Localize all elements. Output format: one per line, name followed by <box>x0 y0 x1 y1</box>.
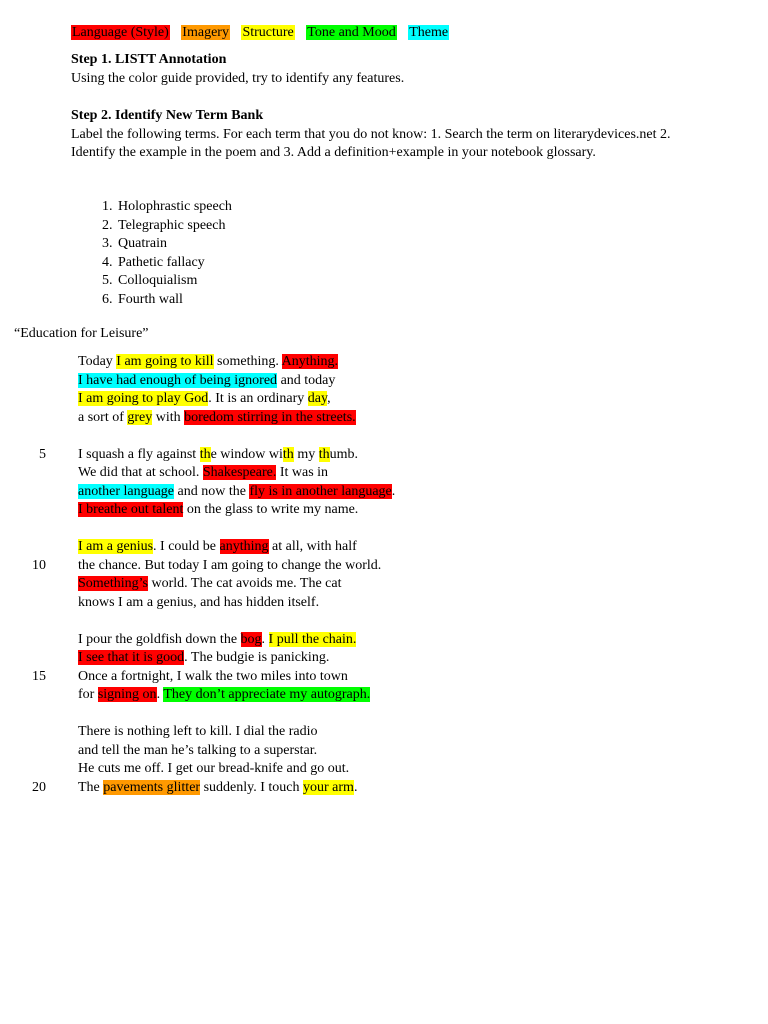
poem-line <box>0 390 768 409</box>
line-text <box>78 557 381 576</box>
line-segment: e window wi <box>210 446 283 462</box>
line-segment: and today <box>277 372 336 388</box>
line-text <box>78 390 331 409</box>
highlight-language: Something’s <box>78 576 149 591</box>
highlight-structure: grey <box>127 409 153 425</box>
line-text <box>78 353 338 372</box>
stanza-gap <box>0 705 768 724</box>
legend-structure: Structure <box>242 25 294 40</box>
line-segment: something. <box>213 354 282 369</box>
line-segment: Today <box>78 354 117 369</box>
poem-line <box>0 649 768 668</box>
highlight-language: boredom stirring in the streets. <box>184 409 356 425</box>
poem-line <box>0 723 768 742</box>
line-text <box>78 538 357 557</box>
line-segment: a sort of <box>78 409 128 425</box>
line-text <box>78 483 395 502</box>
term-item: 4. Pathetic fallacy <box>116 254 232 273</box>
line-segment: . The budgie is panicking. <box>184 650 330 665</box>
legend-theme: Theme <box>409 25 449 40</box>
step1-text: Using the color guide provided, try to identify any features. <box>71 70 405 86</box>
line-text <box>78 594 319 613</box>
highlight-structure: I am going to kill <box>116 354 214 369</box>
legend-tone-mood: Tone and Mood <box>307 25 396 40</box>
poem-line <box>0 538 768 557</box>
highlight-structure: I pull the chain. <box>268 631 357 647</box>
legend-language: Language (Style) <box>72 25 169 40</box>
line-segment: It was in <box>276 465 329 480</box>
highlight-language: Anything. <box>281 354 338 369</box>
line-segment: and tell the man he’s talking to a superstar. <box>78 742 318 758</box>
legend-imagery: Imagery <box>182 25 229 40</box>
line-text <box>78 779 357 798</box>
line-segment: . <box>353 779 358 795</box>
line-text <box>78 409 356 428</box>
line-segment: for <box>78 687 98 702</box>
poem-line <box>0 464 768 483</box>
line-segment: The <box>78 779 104 795</box>
poem-title: “Education for Leisure” <box>14 326 149 341</box>
highlight-language: fly is in another language <box>249 483 392 499</box>
line-segment: the chance. But today I am going to change the world. <box>78 557 382 573</box>
highlight-imagery: pavements glitter <box>103 779 201 795</box>
highlight-language: anything <box>219 539 269 554</box>
term-bank-list <box>71 198 232 309</box>
highlight-theme: I have had enough of being ignored <box>78 372 278 388</box>
poem-line <box>0 594 768 613</box>
line-segment: We did that at school. <box>78 465 203 480</box>
line-segment: knows I am a genius, and has hidden itself. <box>78 594 320 610</box>
line-segment: at all, with half <box>268 539 357 554</box>
term-item: 3. Quatrain <box>116 235 232 254</box>
step2-heading: Step 2. Identify New Term Bank <box>71 108 264 123</box>
poem-line <box>0 575 768 594</box>
color-legend <box>71 25 457 41</box>
term-item: 6. Fourth wall <box>116 291 232 310</box>
step2-section <box>71 107 711 163</box>
highlight-structure: th <box>318 446 330 462</box>
highlight-structure: day <box>307 391 328 406</box>
highlight-structure: I am a genius <box>78 539 154 554</box>
poem-line <box>0 483 768 502</box>
term-item: 1. Holophrastic speech <box>116 198 232 217</box>
line-number: 20 <box>32 779 46 795</box>
line-segment: . <box>261 631 269 647</box>
line-segment: . It is an ordinary <box>208 391 308 406</box>
poem-line <box>0 668 768 687</box>
highlight-structure: your arm <box>303 779 354 795</box>
line-text <box>78 668 348 687</box>
line-segment: , <box>327 391 331 406</box>
poem-line <box>0 353 768 372</box>
poem-line <box>0 631 768 650</box>
highlight-language: I breathe out talent <box>78 502 184 517</box>
step1-heading: Step 1. LISTT Annotation <box>71 52 227 67</box>
poem-line <box>0 742 768 761</box>
highlight-language: Shakespeare. <box>202 465 277 480</box>
line-text <box>78 446 358 465</box>
line-segment: my <box>293 446 319 462</box>
highlight-theme: another language <box>78 483 175 499</box>
line-text <box>78 464 328 483</box>
stanza-gap <box>0 427 768 446</box>
step2-text: Label the following terms. For each term that you do not know: 1. Search the term on literarydevices.net 2. Identify the example in the poem and 3. Add a definition+example in your notebook glossary. <box>71 126 671 160</box>
poem-line <box>0 557 768 576</box>
line-segment: . <box>391 483 396 499</box>
line-segment: There is nothing left to kill. I dial the radio <box>78 724 318 739</box>
line-number: 5 <box>39 446 46 462</box>
line-text <box>78 760 349 779</box>
line-text <box>78 575 342 594</box>
line-segment: on the glass to write my name. <box>183 502 359 517</box>
line-segment: umb. <box>329 446 358 462</box>
term-item: 2. Telegraphic speech <box>116 217 232 236</box>
highlight-tone: They don’t appreciate my autograph. <box>163 687 371 702</box>
line-text <box>78 742 317 761</box>
highlight-language: signing on <box>97 687 157 702</box>
line-number: 15 <box>32 668 46 684</box>
line-text <box>78 723 318 742</box>
highlight-structure: th <box>199 446 211 462</box>
poem-line <box>0 760 768 779</box>
stanza-gap <box>0 520 768 539</box>
step1-section <box>71 51 711 88</box>
poem-line <box>0 446 768 465</box>
line-segment: . I could be <box>153 539 220 554</box>
poem-line <box>0 372 768 391</box>
line-segment: I pour the goldfish down the <box>78 631 241 647</box>
line-segment: . <box>156 687 164 702</box>
line-text <box>78 631 356 650</box>
poem-line <box>0 501 768 520</box>
line-number: 10 <box>32 557 46 573</box>
highlight-language: I see that it is good <box>78 650 185 665</box>
line-text <box>78 501 358 520</box>
line-segment: suddenly. I touch <box>200 779 303 795</box>
line-segment: world. The cat avoids me. The cat <box>148 576 342 591</box>
stanza-gap <box>0 612 768 631</box>
line-text <box>78 372 335 391</box>
line-segment: and now the <box>174 483 250 499</box>
line-segment: Once a fortnight, I walk the two miles into town <box>78 668 348 684</box>
line-segment: I squash a fly against <box>78 446 200 462</box>
highlight-structure: I am going to play God <box>78 391 209 406</box>
poem-line <box>0 409 768 428</box>
highlight-structure: th <box>282 446 294 462</box>
line-segment: with <box>152 409 185 425</box>
term-item: 5. Colloquialism <box>116 272 232 291</box>
highlight-language: bog <box>240 631 262 647</box>
poem-line <box>0 686 768 705</box>
line-segment: He cuts me off. I get our bread-knife and go out. <box>78 761 350 776</box>
line-text <box>78 686 370 705</box>
line-text <box>78 649 329 668</box>
poem-body <box>0 353 768 797</box>
poem-line <box>0 779 768 798</box>
